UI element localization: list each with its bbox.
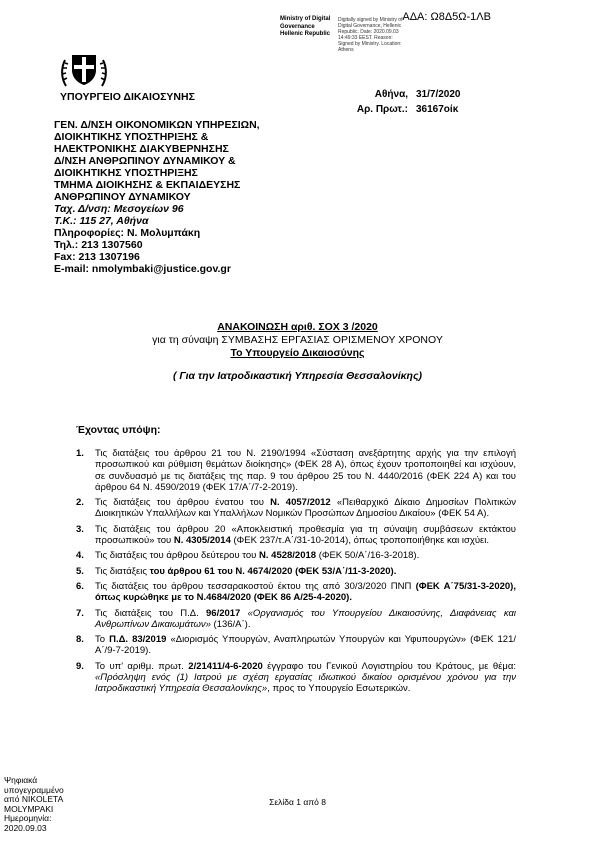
sender-line: ΔΙΟΙΚΗΤΙΚΗΣ ΥΠΟΣΤΗΡΙΞΗΣ &	[54, 131, 209, 143]
list-item-text: Π.Δ. 83/2019	[109, 634, 167, 646]
list-item-number: 3.	[76, 523, 84, 535]
list-item	[76, 661, 516, 695]
digital-signature-line: Ημερομηνία:	[4, 813, 52, 824]
list-item-text: Ν. 4305/2014	[173, 535, 231, 547]
digital-signature-line: υπογεγραμμένο	[4, 784, 64, 795]
list-item-text: Τις διατάξεις του άρθρου τεσσαρακοστού έκτου της από 30/3/2020 ΠΝΠ	[95, 580, 416, 592]
document-date: 31/7/2020	[416, 89, 461, 100]
digital-signature-line: από NIKOLETA	[4, 794, 64, 805]
list-item-number: 6.	[76, 580, 84, 592]
list-item-text: Τις διατάξεις του άρθρου ένατου του	[95, 497, 271, 509]
list-item-text: Τις διατάξεις του άρθρου 20 «Αποκλειστική προθεσμία για τη σύναψη συμβάσεων εκτάκτου προσωπικού» του	[95, 523, 516, 547]
announcement-service: ( Για την Ιατροδικαστική Υπηρεσία Θεσσαλονίκης)	[172, 370, 423, 382]
signature-stamp-line: Governance	[280, 23, 315, 30]
list-item-text: (ΦΕΚ 237/τ.Α΄/31-10-2014), όπως τροποποιήθηκε και ισχύει.	[230, 535, 490, 547]
sender-phone: Τηλ.: 213 1307560	[54, 239, 143, 251]
digital-signature-line: 2020.09.03	[4, 822, 47, 833]
list-item-text: Τις διατάξεις του άρθρου 21 του Ν. 2190/1994 «Σύσταση ανεξάρτητης αρχής για την επιλογή προσωπικού και ρύθμιση θεμάτων διοίκησης» (ΦΕΚ 28 Α), όπως έχουν τροποποιηθεί και ισχύουν, σε συνδυασμό με τις διατάξεις της παρ. 9 του άρθρου 25 του Ν. 4440/2016 (ΦΕΚ 224 Α) και του άρθρου 64 Ν. 4590/2019 (ΦΕΚ 17/Α΄/7-2-2019).	[95, 448, 516, 493]
announcement-title: ΑΝΑΚΟΙΝΩΣΗ αριθ. ΣΟΧ 3 /2020	[217, 321, 378, 333]
page-number: Σελίδα 1 από 8	[269, 797, 326, 807]
list-item-text: του άρθρου 61 του Ν. 4674/2020 (ΦΕΚ 53/Α΄/11-3-2020).	[149, 565, 397, 577]
city-label: Αθήνα,	[374, 89, 408, 100]
sender-line: ΑΝΘΡΩΠΙΝΟΥ ΔΥΝΑΜΙΚΟΥ	[54, 191, 191, 203]
list-item-text: (ΦΕΚ Α΄75/31-3-2020), όπως κυρώθηκε με το Ν.4684/2020 (ΦΕΚ 86 Α/25-4-2020).	[95, 580, 516, 604]
list-item-text: Το υπ' αριθμ. πρωτ.	[95, 660, 189, 672]
sender-line: Δ/ΝΣΗ ΑΝΘΡΩΠΙΝΟΥ ΔΥΝΑΜΙΚΟΥ &	[54, 155, 236, 167]
list-item-text: Τις διατάξεις	[95, 565, 150, 577]
sender-line: ΤΜΗΜΑ ΔΙΟΙΚΗΣΗΣ & ΕΚΠΑΙΔΕΥΣΗΣ	[54, 179, 241, 191]
list-item	[76, 566, 516, 577]
list-item-number: 7.	[76, 607, 84, 619]
sender-email: E-mail: nmolymbaki@justice.gov.gr	[54, 263, 231, 275]
list-item-number: 4.	[76, 550, 84, 562]
list-item-text: «Πρόσληψη ενός (1) Ιατρού με σχέση εργασίας ιδιωτικού δικαίου ορισμένου χρόνου για την Ιατροδικαστική Υπηρεσία Θεσσαλονίκης»	[95, 672, 516, 695]
list-item-text: Το	[95, 634, 110, 646]
list-item	[76, 524, 516, 547]
protocol-label: Αρ. Πρωτ.:	[356, 104, 408, 115]
digital-signature-line: Ψηφιακά	[4, 775, 38, 785]
sender-line: ΗΛΕΚΤΡΟΝΙΚΗΣ ΔΙΑΚΥΒΕΡΝΗΣΗΣ	[54, 143, 229, 155]
list-item-text: 2/21411/4-6-2020	[188, 660, 263, 672]
sender-info: Πληροφορίες: Ν. Μολυμπάκη	[54, 227, 201, 239]
digital-signature-line: MOLYMPAKI	[4, 803, 54, 814]
signature-stamp-line: Hellenic Republic	[280, 31, 331, 37]
sender-postal: Τ.Κ.: 115 27, Αθήνα	[54, 215, 149, 227]
date-protocol-block	[333, 89, 461, 119]
considering-heading: Έχοντας υπόψη:	[76, 424, 161, 436]
sender-line: ΓΕΝ. Δ/ΝΣΗ ΟΙΚΟΝΟΜΙΚΩΝ ΥΠΗΡΕΣΙΩΝ,	[54, 119, 260, 131]
list-item	[76, 448, 516, 493]
list-item-text: (ΦΕΚ 50/Α΄/16-3-2018).	[316, 550, 420, 562]
list-item-number: 1.	[76, 448, 84, 459]
sender-address: Ταχ. Δ/νση: Μεσογείων 96	[54, 203, 184, 215]
list-item	[76, 608, 516, 631]
list-item-text: Τις διατάξεις του Π.Δ.	[95, 607, 206, 619]
announcement-subtitle: για τη σύναψη ΣΥΜΒΑΣΗΣ ΕΡΓΑΣΙΑΣ ΟΡΙΣΜΕΝΟΥ ΧΡΟΝΟΥ	[152, 334, 443, 346]
list-item-text: Ν. 4528/2018	[259, 550, 317, 562]
sender-line: ΔΙΟΙΚΗΤΙΚΗΣ ΥΠΟΣΤΗΡΙΞΗΣ	[54, 167, 198, 179]
list-item-text: Τις διατάξεις του άρθρου δεύτερου του	[95, 550, 260, 562]
greek-emblem-icon	[60, 50, 108, 88]
list-item-text: «Διορισμός Υπουργών, Αναπληρωτών Υπουργών και Υφυπουργών» (ΦΕΚ 121/Α΄/9-7-2019).	[95, 634, 517, 657]
list-item-text: έγγραφο του Γενικού Λογιστηρίου του Κράτους, με θέμα:	[262, 660, 516, 672]
list-item-text: (136/Α΄).	[210, 618, 251, 630]
list-item	[76, 497, 516, 520]
announcement-issuer: Το Υπουργείο Δικαιοσύνης	[230, 347, 365, 359]
list-item	[76, 581, 516, 604]
protocol-number: 36167οίκ	[416, 104, 459, 115]
list-item-number: 5.	[76, 565, 84, 577]
list-item	[76, 550, 516, 561]
list-item	[76, 634, 516, 657]
announcement-heading	[0, 321, 595, 383]
ministry-name: ΥΠΟΥΡΓΕΙΟ ΔΙΚΑΙΟΣΥΝΗΣ	[60, 91, 195, 103]
signature-stamp-line: Ministry of Digital	[280, 16, 331, 22]
signature-stamp-left	[280, 16, 330, 39]
list-item-text: «Πειθαρχικό Δίκαιο Δημοσίων Πολιτικών Διοικητικών Υπαλλήλων και Υπαλλήλων Νομικών Προσώπων Δημοσίου Δικαίου» (ΦΕΚ 54 Α).	[95, 497, 517, 520]
ada-code: ΑΔΑ: Ω8Δ5Ω-1ΛΒ	[402, 11, 491, 23]
list-item-number: 2.	[76, 497, 84, 509]
list-item-text: Ν. 4057/2012	[270, 497, 331, 509]
list-item-number: 8.	[76, 634, 84, 646]
list-item-text: «Οργανισμός του Υπουργείου Δικαιοσύνης, Διαφάνειας και Ανθρωπίνων Δικαιωμάτων»	[95, 607, 516, 630]
list-item-text: 96/2017	[206, 607, 241, 619]
signature-stamp-details: Digitally signed by Ministry of Digital Governance, Hellenic Republic. Date: 2020.09.03 14:49:33 EEST. Reason: Signed by Ministry. Location: Athens	[338, 17, 403, 53]
sender-block	[54, 119, 260, 275]
list-item-text: , προς το Υπουργείο Εσωτερικών.	[267, 683, 411, 695]
list-item-number: 9.	[76, 660, 84, 672]
sender-fax: Fax: 213 1307196	[54, 251, 140, 263]
legal-basis-list	[76, 448, 516, 699]
